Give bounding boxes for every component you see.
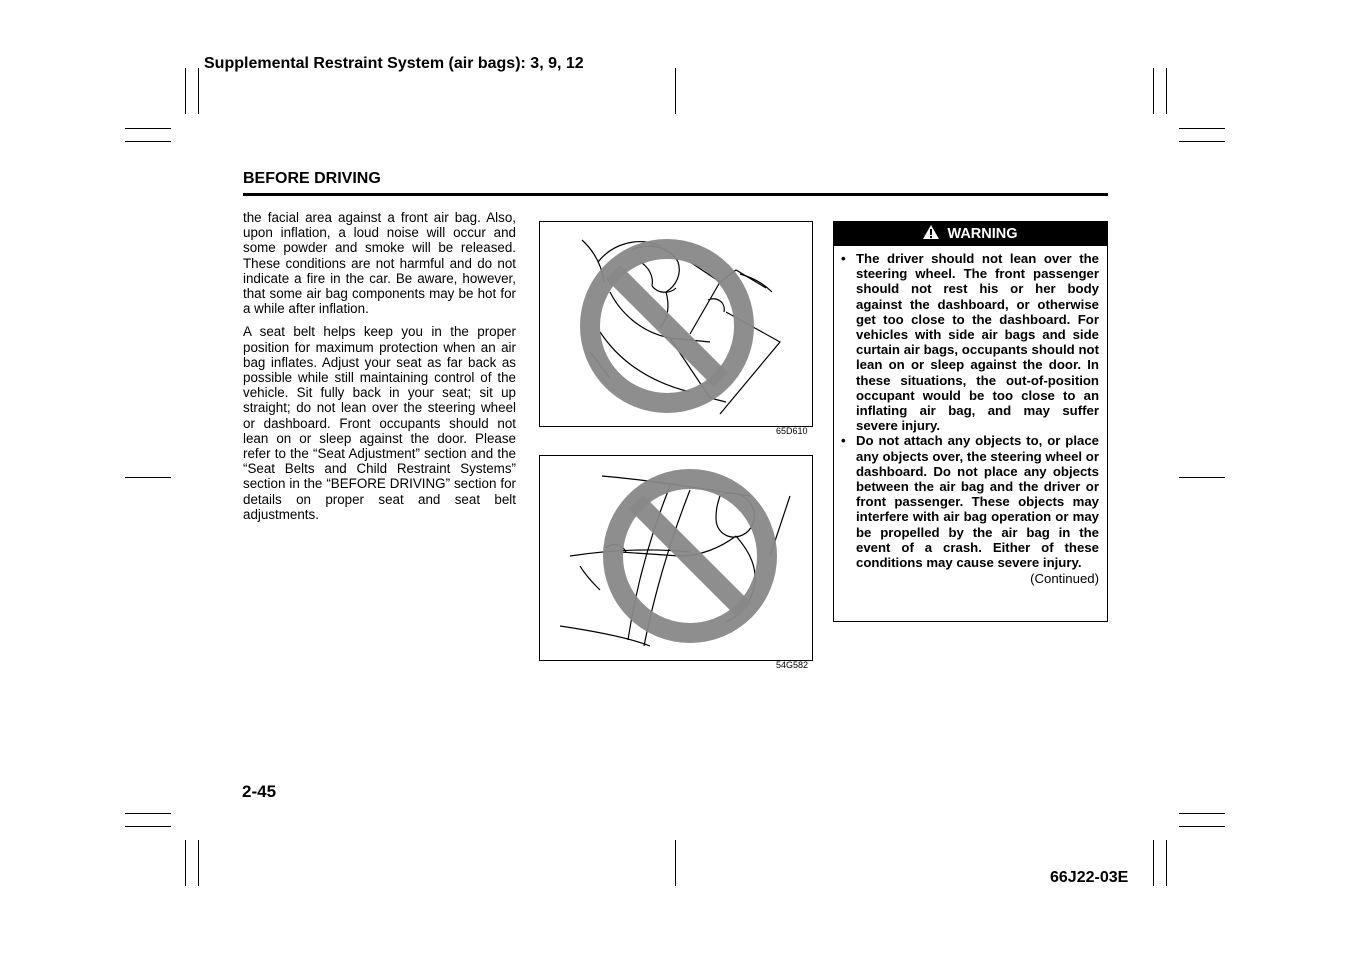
warning-item-text: Do not attach any objects to, or place any objects over, the steering wheel or dashboard. Do not place any objects between the air bag and the driver or front passenger. These objects may interfere with air bag operation or may be propelled by the air bag in the event of a crash. Either of these conditions may cause severe injury.: [856, 433, 1099, 571]
warning-list: [841, 251, 1099, 570]
warning-item-text: The driver should not lean over the steering wheel. The front passenger should not rest his or her body against the dashboard, or otherwise get too close to the dashboard. For vehicles with side air bags and side curtain air bags, occupants should not lean on or sleep against the door. In these situations, the out-of-position occupant would be too close to an inflating air bag, and may suffer severe injury.: [856, 251, 1099, 434]
section-rule: [243, 193, 1108, 196]
warning-item-1: [841, 251, 1099, 433]
prohibited-driver-leaning-over-wheel-icon: [540, 222, 812, 426]
figure-code-1: 65D610: [776, 426, 808, 436]
warning-title: WARNING: [947, 226, 1018, 242]
figure-code-2: 54G582: [776, 660, 809, 670]
reference-title: Supplemental Restraint System (air bags): 3, 9, 12: [204, 55, 584, 72]
warning-header: [834, 222, 1107, 246]
body-text: [243, 210, 516, 530]
warning-bullet: •: [841, 433, 846, 449]
body-paragraph-1: the facial area against a front air bag. Also, upon inflation, a loud noise will occur and some powder and smoke will be released. These conditions are not harmful and do not indicate a fire in the car. Be aware, however, that some air bag components may be hot for a while after inflation.: [243, 210, 516, 317]
body-paragraph-2: A seat belt helps keep you in the proper position for maximum protection when an air bag inflates. Adjust your seat as far back as possible while still maintaining control of the vehicle. Sit fully back in your seat; sit up straight; do not lean over the steering wheel or dashboard. Front occupants should not lean on or sleep against the door. Please refer to the “Seat Adjustment” section and the “Seat Belts and Child Restraint Systems” section in the “BEFORE DRIVING” section for details on proper seat and seat belt adjustments.: [243, 324, 516, 522]
prohibited-passenger-leaning-on-door-icon: [540, 456, 812, 660]
page-number: 2-45: [242, 782, 277, 801]
warning-item-2: [841, 433, 1099, 570]
section-title: BEFORE DRIVING: [243, 170, 381, 187]
continued-note: (Continued): [1030, 571, 1099, 587]
figure-driver-leaning: [539, 221, 813, 427]
figure-passenger-leaning: [539, 455, 813, 661]
warning-triangle-icon: [923, 225, 939, 243]
warning-bullet: •: [841, 251, 846, 266]
warning-box: [833, 221, 1108, 622]
document-code: 66J22-03E: [1050, 869, 1129, 886]
